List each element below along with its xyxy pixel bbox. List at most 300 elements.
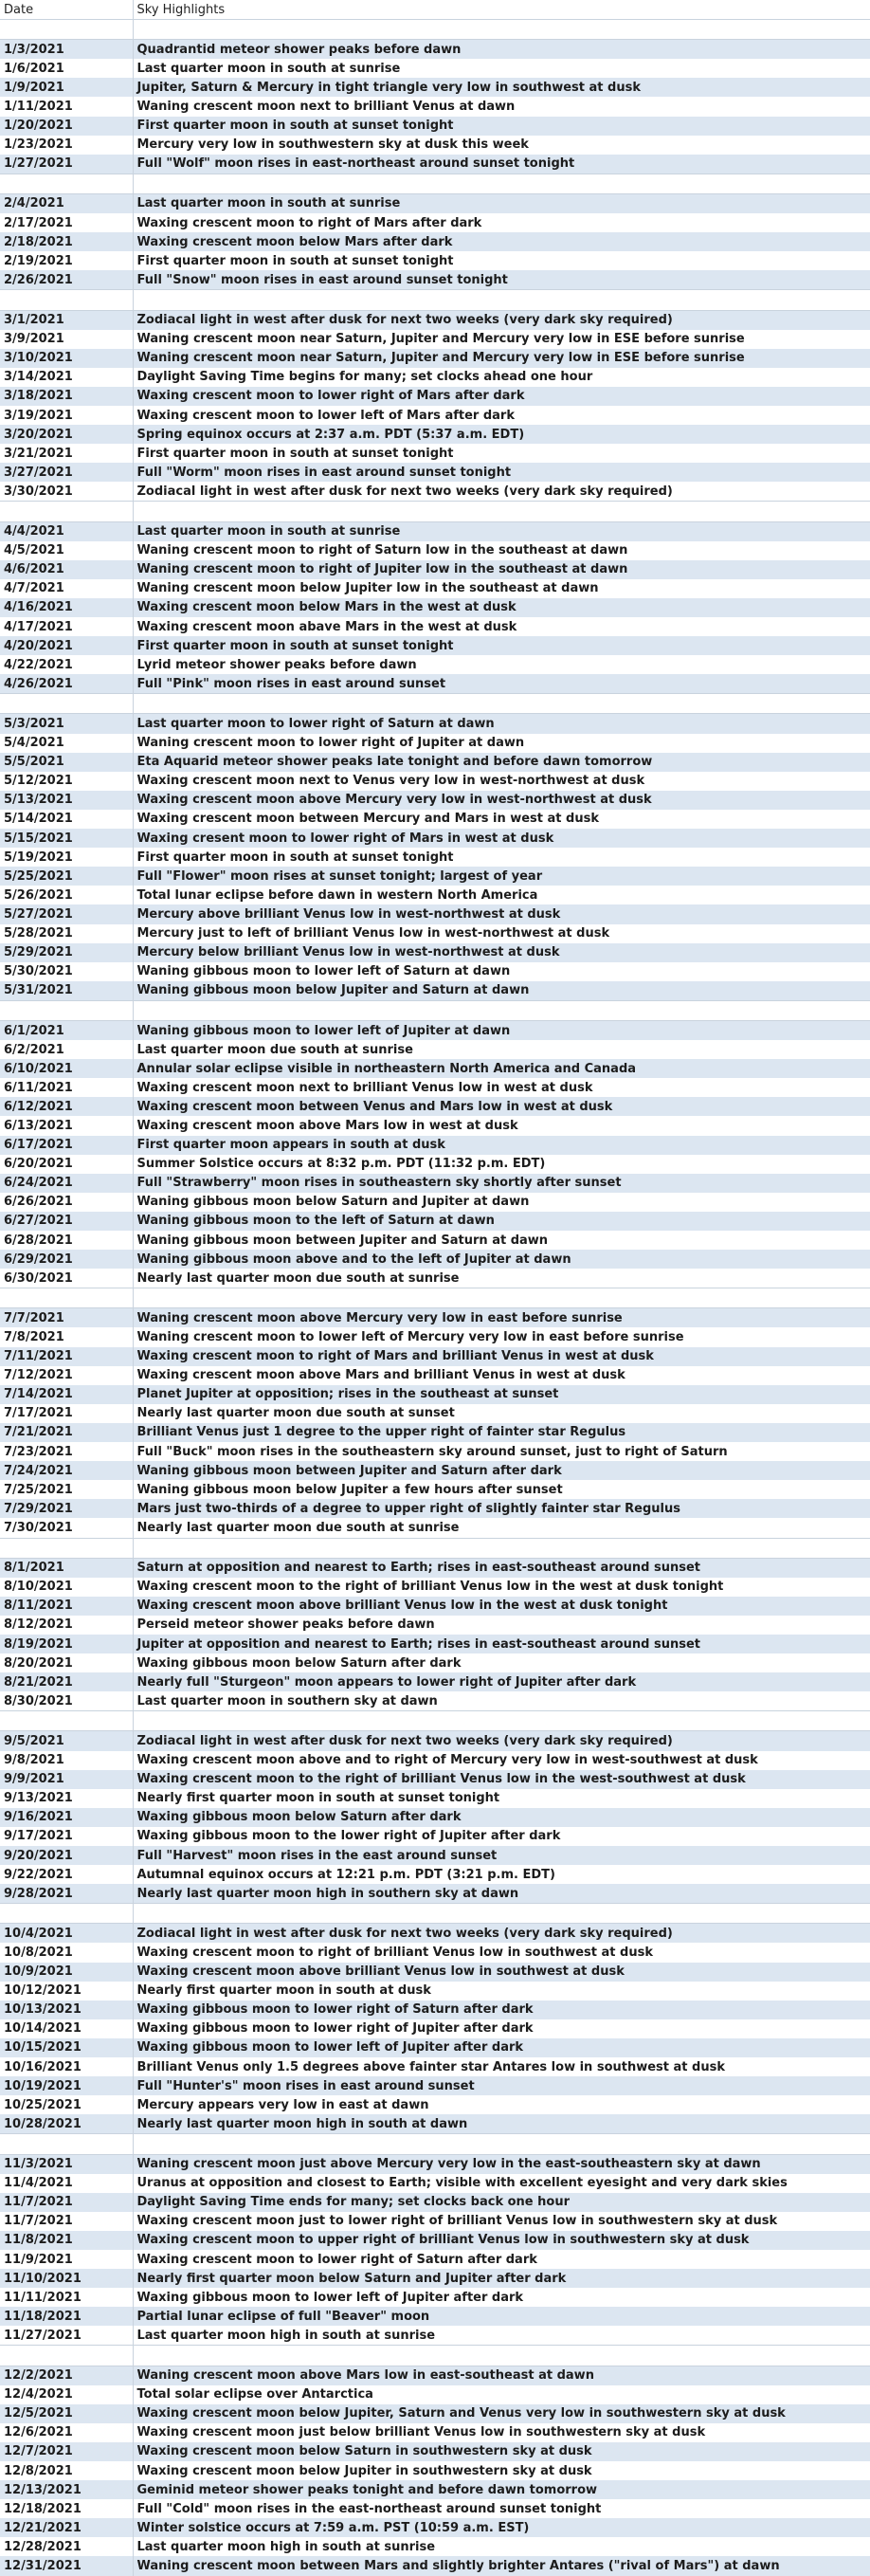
event-date-cell[interactable]: 7/30/2021 xyxy=(0,1518,133,1538)
event-date-cell[interactable]: 10/9/2021 xyxy=(0,1963,133,1982)
event-row xyxy=(0,1672,870,1691)
event-description-cell[interactable]: Waning gibbous moon below Jupiter and Saturn at dawn xyxy=(133,981,870,1001)
event-description-cell[interactable]: Full "Worm" moon rises in east around sunset tonight xyxy=(133,463,870,482)
event-description-cell[interactable]: Waxing crescent moon above Mars and brilliant Venus in west at dusk xyxy=(133,1366,870,1385)
event-date-cell[interactable]: 11/8/2021 xyxy=(0,2231,133,2250)
event-description-cell[interactable]: Waxing gibbous moon to lower right of Saturn after dark xyxy=(133,2001,870,2019)
event-description-cell[interactable]: Waning crescent moon next to brilliant Venus at dawn xyxy=(133,97,870,116)
event-date-cell[interactable]: 3/20/2021 xyxy=(0,425,133,444)
event-description-cell[interactable]: Quadrantid meteor shower peaks before dawn xyxy=(133,40,870,60)
event-row xyxy=(0,2038,870,2057)
event-description-cell[interactable]: Last quarter moon in south at sunrise xyxy=(133,521,870,541)
month-separator-row xyxy=(0,1288,870,1308)
event-row xyxy=(0,1827,870,1846)
empty-cell xyxy=(133,174,870,193)
event-date-cell[interactable]: 10/16/2021 xyxy=(0,2057,133,2076)
event-date-cell[interactable]: 12/18/2021 xyxy=(0,2499,133,2518)
event-date-cell[interactable]: 11/7/2021 xyxy=(0,2193,133,2212)
event-date-cell[interactable]: 6/1/2021 xyxy=(0,1020,133,1040)
event-date-cell[interactable]: 7/8/2021 xyxy=(0,1327,133,1346)
event-description-cell[interactable]: Waxing crescent moon to lower left of Mars after dark xyxy=(133,406,870,425)
event-row xyxy=(0,655,870,674)
event-description-cell[interactable]: Waxing crescent moon next to brilliant Venus low in west at dusk xyxy=(133,1078,870,1097)
event-description-cell[interactable]: Waxing crescent moon below Saturn in southwestern sky at dusk xyxy=(133,2442,870,2461)
event-date-cell[interactable]: 12/31/2021 xyxy=(0,2556,133,2575)
event-description-cell[interactable]: Mars just two-thirds of a degree to upper right of slightly fainter star Regulus xyxy=(133,1499,870,1518)
event-row xyxy=(0,2095,870,2114)
event-date-cell[interactable]: 4/6/2021 xyxy=(0,560,133,579)
event-date-cell[interactable]: 1/9/2021 xyxy=(0,78,133,97)
event-description-cell[interactable]: Zodiacal light in west after dusk for next two weeks (very dark sky required) xyxy=(133,310,870,330)
event-date-cell[interactable]: 1/27/2021 xyxy=(0,155,133,174)
event-row xyxy=(0,2442,870,2461)
event-description-cell[interactable]: Eta Aquarid meteor shower peaks late tonight and before dawn tomorrow xyxy=(133,753,870,772)
event-date-cell[interactable]: 4/20/2021 xyxy=(0,636,133,655)
event-date-cell[interactable]: 4/26/2021 xyxy=(0,674,133,694)
event-description-cell[interactable]: Full "Wolf" moon rises in east-northeast around sunset tonight xyxy=(133,155,870,174)
event-date-cell[interactable]: 10/19/2021 xyxy=(0,2076,133,2095)
event-date-cell[interactable]: 9/13/2021 xyxy=(0,1789,133,1808)
event-description-cell[interactable]: Nearly last quarter moon due south at sunrise xyxy=(133,1518,870,1538)
event-date-cell[interactable]: 6/17/2021 xyxy=(0,1136,133,1155)
event-description-cell[interactable]: Zodiacal light in west after dusk for next two weeks (very dark sky required) xyxy=(133,1731,870,1751)
event-date-cell[interactable]: 11/11/2021 xyxy=(0,2288,133,2307)
event-description-cell[interactable]: Autumnal equinox occurs at 12:21 p.m. PDT (3:21 p.m. EDT) xyxy=(133,1865,870,1884)
event-description-cell[interactable]: Full "Hunter's" moon rises in east around sunset xyxy=(133,2076,870,2095)
event-date-cell[interactable]: 6/10/2021 xyxy=(0,1059,133,1078)
event-description-cell[interactable]: Waxing crescent moon above Mercury very low in west-northwest at dusk xyxy=(133,791,870,810)
event-description-cell[interactable]: Nearly first quarter moon in south at sunset tonight xyxy=(133,1789,870,1808)
event-description-cell[interactable]: Waning gibbous moon between Jupiter and Saturn at dawn xyxy=(133,1231,870,1250)
empty-cell xyxy=(0,1904,133,1924)
event-date-cell[interactable]: 5/26/2021 xyxy=(0,886,133,904)
event-date-cell[interactable]: 5/13/2021 xyxy=(0,791,133,810)
event-description-cell[interactable]: First quarter moon in south at sunset tonight xyxy=(133,444,870,463)
event-description-cell[interactable]: Last quarter moon due south at sunrise xyxy=(133,1040,870,1059)
event-description-cell[interactable]: Spring equinox occurs at 2:37 a.m. PDT (5:37 a.m. EDT) xyxy=(133,425,870,444)
event-description-cell[interactable]: Mercury above brilliant Venus low in west-northwest at dusk xyxy=(133,904,870,923)
event-description-cell[interactable]: Waxing gibbous moon to lower left of Jupiter after dark xyxy=(133,2288,870,2307)
event-date-cell[interactable]: 8/12/2021 xyxy=(0,1616,133,1635)
event-description-cell[interactable]: Full "Cold" moon rises in the east-northeast around sunset tonight xyxy=(133,2499,870,2518)
event-description-cell[interactable]: Waxing crescent moon to right of Mars after dark xyxy=(133,213,870,232)
empty-cell xyxy=(0,290,133,310)
event-description-cell[interactable]: Full "Pink" moon rises in east around sunset xyxy=(133,674,870,694)
event-description-cell[interactable]: Brilliant Venus just 1 degree to the upper right of fainter star Regulus xyxy=(133,1423,870,1442)
event-description-cell[interactable]: Geminid meteor shower peaks tonight and before dawn tomorrow xyxy=(133,2480,870,2499)
empty-cell xyxy=(133,2134,870,2154)
event-date-cell[interactable]: 9/28/2021 xyxy=(0,1884,133,1904)
event-date-cell[interactable]: 10/4/2021 xyxy=(0,1924,133,1944)
event-description-cell[interactable]: Waxing crescent moon above Mars low in west at dusk xyxy=(133,1116,870,1135)
empty-cell xyxy=(0,1288,133,1308)
event-row xyxy=(0,1518,870,1538)
event-date-cell[interactable]: 4/16/2021 xyxy=(0,598,133,617)
event-date-cell[interactable]: 1/3/2021 xyxy=(0,40,133,60)
event-date-cell[interactable]: 12/4/2021 xyxy=(0,2385,133,2404)
event-date-cell[interactable]: 9/8/2021 xyxy=(0,1751,133,1770)
event-description-cell[interactable]: Nearly last quarter moon due south at sunset xyxy=(133,1404,870,1423)
event-description-cell[interactable]: Waxing crescent moon to upper right of brilliant Venus low in southwestern sky at dusk xyxy=(133,2231,870,2250)
event-description-cell[interactable]: Full "Flower" moon rises at sunset tonight; largest of year xyxy=(133,867,870,886)
event-row xyxy=(0,1231,870,1250)
event-row xyxy=(0,349,870,368)
event-date-cell[interactable]: 6/29/2021 xyxy=(0,1250,133,1269)
empty-cell xyxy=(133,290,870,310)
event-description-cell[interactable]: Last quarter moon high in south at sunrise xyxy=(133,2326,870,2346)
event-description-cell[interactable]: Waxing crescent moon below Jupiter, Saturn and Venus very low in southwestern sky at dusk xyxy=(133,2404,870,2423)
event-description-cell[interactable]: Nearly last quarter moon high in south at dawn xyxy=(133,2114,870,2134)
event-date-cell[interactable]: 5/5/2021 xyxy=(0,753,133,772)
event-date-cell[interactable]: 4/7/2021 xyxy=(0,579,133,598)
event-date-cell[interactable]: 12/8/2021 xyxy=(0,2461,133,2480)
event-description-cell[interactable]: Waxing crescent moon between Venus and Mars low in west at dusk xyxy=(133,1097,870,1116)
event-date-cell[interactable]: 2/17/2021 xyxy=(0,213,133,232)
event-description-cell[interactable]: Last quarter moon to lower right of Saturn at dawn xyxy=(133,714,870,734)
event-row xyxy=(0,1040,870,1059)
event-description-cell[interactable]: Waxing cresent moon to lower right of Mars in west at dusk xyxy=(133,829,870,848)
event-row xyxy=(0,193,870,213)
event-date-cell[interactable]: 1/20/2021 xyxy=(0,117,133,136)
event-row xyxy=(0,1385,870,1404)
event-date-cell[interactable]: 12/2/2021 xyxy=(0,2366,133,2385)
event-date-cell[interactable]: 1/11/2021 xyxy=(0,97,133,116)
event-description-cell[interactable]: Nearly full "Sturgeon" moon appears to lower right of Jupiter after dark xyxy=(133,1672,870,1691)
event-date-cell[interactable]: 9/5/2021 xyxy=(0,1731,133,1751)
event-date-cell[interactable]: 5/3/2021 xyxy=(0,714,133,734)
event-description-cell[interactable]: Last quarter moon in south at sunrise xyxy=(133,59,870,78)
event-description-cell[interactable]: Waxing crescent moon below Mars in the west at dusk xyxy=(133,598,870,617)
event-description-cell[interactable]: Full "Strawberry" moon rises in southeastern sky shortly after sunset xyxy=(133,1174,870,1193)
empty-cell xyxy=(0,694,133,714)
event-date-cell[interactable]: 7/21/2021 xyxy=(0,1423,133,1442)
event-description-cell[interactable]: Nearly first quarter moon below Saturn and Jupiter after dark xyxy=(133,2269,870,2288)
event-date-cell[interactable]: 5/19/2021 xyxy=(0,848,133,867)
event-description-cell[interactable]: Waning crescent moon below Jupiter low in the southeast at dawn xyxy=(133,579,870,598)
event-date-cell[interactable]: 6/24/2021 xyxy=(0,1174,133,1193)
event-description-cell[interactable]: First quarter moon in south at sunset tonight xyxy=(133,251,870,270)
event-description-cell[interactable]: Waning gibbous moon below Saturn and Jupiter at dawn xyxy=(133,1193,870,1212)
event-date-cell[interactable]: 10/12/2021 xyxy=(0,1982,133,2001)
event-date-cell[interactable]: 10/25/2021 xyxy=(0,2095,133,2114)
event-date-cell[interactable]: 6/28/2021 xyxy=(0,1231,133,1250)
event-description-cell[interactable]: Waning crescent moon to right of Jupiter low in the southeast at dawn xyxy=(133,560,870,579)
event-row xyxy=(0,2288,870,2307)
event-description-cell[interactable]: Zodiacal light in west after dusk for next two weeks (very dark sky required) xyxy=(133,1924,870,1944)
month-separator-row xyxy=(0,2134,870,2154)
event-date-cell[interactable]: 3/10/2021 xyxy=(0,349,133,368)
month-separator-row xyxy=(0,1000,870,1020)
event-row xyxy=(0,2537,870,2556)
event-date-cell[interactable]: 10/14/2021 xyxy=(0,2019,133,2038)
event-description-cell[interactable]: First quarter moon in south at sunset tonight xyxy=(133,117,870,136)
event-description-cell[interactable]: Annular solar eclipse visible in northeastern North America and Canada xyxy=(133,1059,870,1078)
event-date-cell[interactable]: 5/27/2021 xyxy=(0,904,133,923)
event-date-cell[interactable]: 9/9/2021 xyxy=(0,1770,133,1789)
event-description-cell[interactable]: Jupiter at opposition and nearest to Earth; rises in east-southeast around sunset xyxy=(133,1635,870,1653)
event-row xyxy=(0,1461,870,1480)
event-description-cell[interactable]: Daylight Saving Time ends for many; set clocks back one hour xyxy=(133,2193,870,2212)
event-row xyxy=(0,1770,870,1789)
event-description-cell[interactable]: Mercury appears very low in east at dawn xyxy=(133,2095,870,2114)
event-description-cell[interactable]: Waning crescent moon near Saturn, Jupiter and Mercury very low in ESE before sunrise xyxy=(133,349,870,368)
event-description-cell[interactable]: Waning crescent moon just above Mercury very low in the east-southeastern sky at dawn xyxy=(133,2154,870,2174)
event-description-cell[interactable]: Mercury below brilliant Venus low in west-northwest at dusk xyxy=(133,943,870,962)
event-row xyxy=(0,1116,870,1135)
event-description-cell[interactable]: Nearly first quarter moon in south at dusk xyxy=(133,1982,870,2001)
event-description-cell[interactable]: Lyrid meteor shower peaks before dawn xyxy=(133,655,870,674)
event-description-cell[interactable]: Mercury just to left of brilliant Venus low in west-northwest at dusk xyxy=(133,924,870,943)
event-date-cell[interactable]: 10/13/2021 xyxy=(0,2001,133,2019)
month-separator-row xyxy=(0,2346,870,2366)
event-date-cell[interactable]: 8/11/2021 xyxy=(0,1597,133,1616)
event-date-cell[interactable]: 11/3/2021 xyxy=(0,2154,133,2174)
event-date-cell[interactable]: 8/1/2021 xyxy=(0,1558,133,1578)
event-date-cell[interactable]: 6/13/2021 xyxy=(0,1116,133,1135)
event-date-cell[interactable]: 4/4/2021 xyxy=(0,521,133,541)
event-description-cell[interactable]: Waxing crescent moon below Mars after dark xyxy=(133,232,870,251)
event-row xyxy=(0,1480,870,1499)
event-date-cell[interactable]: 7/25/2021 xyxy=(0,1480,133,1499)
event-date-cell[interactable]: 6/26/2021 xyxy=(0,1193,133,1212)
event-date-cell[interactable]: 2/4/2021 xyxy=(0,193,133,213)
event-row xyxy=(0,2366,870,2385)
event-date-cell[interactable]: 12/6/2021 xyxy=(0,2423,133,2442)
event-description-cell[interactable]: Waning crescent moon to lower right of Jupiter at dawn xyxy=(133,734,870,753)
event-description-cell[interactable]: Waning crescent moon between Mars and slightly brighter Antares ("rival of Mars") at dawn xyxy=(133,2556,870,2575)
event-date-cell[interactable]: 9/17/2021 xyxy=(0,1827,133,1846)
event-date-cell[interactable]: 1/23/2021 xyxy=(0,136,133,155)
event-description-cell[interactable]: Waning gibbous moon above and to the left of Jupiter at dawn xyxy=(133,1250,870,1269)
event-row xyxy=(0,674,870,694)
event-description-cell[interactable]: Waxing crescent moon below Jupiter in southwestern sky at dusk xyxy=(133,2461,870,2480)
event-description-cell[interactable]: Waxing crescent moon to lower right of Saturn after dark xyxy=(133,2250,870,2269)
event-row xyxy=(0,1731,870,1751)
event-date-cell[interactable]: 7/29/2021 xyxy=(0,1499,133,1518)
event-date-cell[interactable]: 12/7/2021 xyxy=(0,2442,133,2461)
event-date-cell[interactable]: 4/5/2021 xyxy=(0,541,133,560)
event-description-cell[interactable]: Waning gibbous moon to lower left of Jupiter at dawn xyxy=(133,1020,870,1040)
event-row xyxy=(0,2212,870,2231)
event-description-cell[interactable]: Waning gibbous moon between Jupiter and Saturn after dark xyxy=(133,1461,870,1480)
event-description-cell[interactable]: Waxing crescent moon to the right of brilliant Venus low in the west at dusk tonight xyxy=(133,1578,870,1597)
event-date-cell[interactable]: 2/26/2021 xyxy=(0,270,133,290)
event-row xyxy=(0,1366,870,1385)
event-date-cell[interactable]: 11/7/2021 xyxy=(0,2212,133,2231)
event-date-cell[interactable]: 6/20/2021 xyxy=(0,1155,133,1174)
empty-cell xyxy=(133,694,870,714)
event-date-cell[interactable]: 9/20/2021 xyxy=(0,1846,133,1865)
event-row xyxy=(0,2499,870,2518)
event-description-cell[interactable]: Waxing crescent moon between Mercury and Mars in west at dusk xyxy=(133,810,870,829)
event-description-cell[interactable]: Mercury very low in southwestern sky at dusk this week xyxy=(133,136,870,155)
event-date-cell[interactable]: 5/15/2021 xyxy=(0,829,133,848)
event-date-cell[interactable]: 10/8/2021 xyxy=(0,1943,133,1962)
event-date-cell[interactable]: 2/19/2021 xyxy=(0,251,133,270)
event-description-cell[interactable]: Waxing crescent moon to lower right of Mars after dark xyxy=(133,387,870,406)
event-row xyxy=(0,810,870,829)
event-date-cell[interactable]: 8/10/2021 xyxy=(0,1578,133,1597)
event-date-cell[interactable]: 8/30/2021 xyxy=(0,1691,133,1711)
event-description-cell[interactable]: Waning crescent moon to right of Saturn low in the southeast at dawn xyxy=(133,541,870,560)
event-date-cell[interactable]: 3/14/2021 xyxy=(0,368,133,387)
event-row xyxy=(0,734,870,753)
event-row xyxy=(0,2461,870,2480)
event-date-cell[interactable]: 3/27/2021 xyxy=(0,463,133,482)
event-row xyxy=(0,1635,870,1653)
event-description-cell[interactable]: First quarter moon appears in south at dusk xyxy=(133,1136,870,1155)
event-description-cell[interactable]: Full "Buck" moon rises in the southeastern sky around sunset, just to right of Saturn xyxy=(133,1442,870,1461)
event-description-cell[interactable]: Total solar eclipse over Antarctica xyxy=(133,2385,870,2404)
event-date-cell[interactable]: 12/28/2021 xyxy=(0,2537,133,2556)
event-row xyxy=(0,867,870,886)
event-description-cell[interactable]: Full "Harvest" moon rises in the east around sunset xyxy=(133,1846,870,1865)
event-date-cell[interactable]: 5/12/2021 xyxy=(0,772,133,791)
event-description-cell[interactable]: Nearly last quarter moon due south at sunrise xyxy=(133,1269,870,1288)
event-description-cell[interactable]: Brilliant Venus only 1.5 degrees above fainter star Antares low in southwest at dusk xyxy=(133,2057,870,2076)
event-date-cell[interactable]: 10/15/2021 xyxy=(0,2038,133,2057)
event-description-cell[interactable]: Waning gibbous moon below Jupiter a few hours after sunset xyxy=(133,1480,870,1499)
event-description-cell[interactable]: Waxing gibbous moon below Saturn after dark xyxy=(133,1653,870,1672)
event-date-cell[interactable]: 3/1/2021 xyxy=(0,310,133,330)
event-date-cell[interactable]: 12/5/2021 xyxy=(0,2404,133,2423)
event-description-cell[interactable]: Waxing crescent moon to the right of brilliant Venus low in the west-southwest at dusk xyxy=(133,1770,870,1789)
event-description-cell[interactable]: Waxing gibbous moon below Saturn after dark xyxy=(133,1808,870,1827)
event-description-cell[interactable]: Winter solstice occurs at 7:59 a.m. PST (10:59 a.m. EST) xyxy=(133,2518,870,2537)
event-description-cell[interactable]: Waning gibbous moon to lower left of Saturn at dawn xyxy=(133,962,870,981)
event-row xyxy=(0,2231,870,2250)
event-date-cell[interactable]: 3/9/2021 xyxy=(0,330,133,349)
event-date-cell[interactable]: 3/21/2021 xyxy=(0,444,133,463)
event-date-cell[interactable]: 7/17/2021 xyxy=(0,1404,133,1423)
month-separator-row xyxy=(0,694,870,714)
event-description-cell[interactable]: Planet Jupiter at opposition; rises in the southeast at sunset xyxy=(133,1385,870,1404)
event-date-cell[interactable]: 11/27/2021 xyxy=(0,2326,133,2346)
event-description-cell[interactable]: Waxing crescent moon above brilliant Venus low in southwest at dusk xyxy=(133,1963,870,1982)
event-description-cell[interactable]: Waxing crescent moon next to Venus very low in west-northwest at dusk xyxy=(133,772,870,791)
event-date-cell[interactable]: 5/28/2021 xyxy=(0,924,133,943)
event-date-cell[interactable]: 8/19/2021 xyxy=(0,1635,133,1653)
event-description-cell[interactable]: Waxing crescent moon just below brilliant Venus low in southwestern sky at dusk xyxy=(133,2423,870,2442)
event-date-cell[interactable]: 5/29/2021 xyxy=(0,943,133,962)
event-description-cell[interactable]: Last quarter moon high in south at sunrise xyxy=(133,2537,870,2556)
event-date-cell[interactable]: 6/2/2021 xyxy=(0,1040,133,1059)
event-date-cell[interactable]: 7/7/2021 xyxy=(0,1308,133,1328)
event-description-cell[interactable]: Waxing gibbous moon to the lower right of Jupiter after dark xyxy=(133,1827,870,1846)
event-date-cell[interactable]: 11/10/2021 xyxy=(0,2269,133,2288)
event-date-cell[interactable]: 11/18/2021 xyxy=(0,2307,133,2326)
event-date-cell[interactable]: 4/22/2021 xyxy=(0,655,133,674)
event-date-cell[interactable]: 3/18/2021 xyxy=(0,387,133,406)
event-description-cell[interactable]: Partial lunar eclipse of full "Beaver" moon xyxy=(133,2307,870,2326)
event-date-cell[interactable]: 7/24/2021 xyxy=(0,1461,133,1480)
event-description-cell[interactable]: Last quarter moon in southern sky at dawn xyxy=(133,1691,870,1711)
event-description-cell[interactable]: Nearly last quarter moon high in southern sky at dawn xyxy=(133,1884,870,1904)
event-date-cell[interactable]: 6/11/2021 xyxy=(0,1078,133,1097)
event-description-cell[interactable]: First quarter moon in south at sunset tonight xyxy=(133,636,870,655)
event-description-cell[interactable]: Waxing gibbous moon to lower right of Jupiter after dark xyxy=(133,2019,870,2038)
event-date-cell[interactable]: 5/30/2021 xyxy=(0,962,133,981)
event-row xyxy=(0,2404,870,2423)
event-description-cell[interactable]: Waxing gibbous moon to lower left of Jupiter after dark xyxy=(133,2038,870,2057)
event-date-cell[interactable]: 12/13/2021 xyxy=(0,2480,133,2499)
event-description-cell[interactable]: Daylight Saving Time begins for many; set clocks ahead one hour xyxy=(133,368,870,387)
event-date-cell[interactable]: 5/14/2021 xyxy=(0,810,133,829)
event-description-cell[interactable]: Summer Solstice occurs at 8:32 p.m. PDT (11:32 p.m. EDT) xyxy=(133,1155,870,1174)
event-date-cell[interactable]: 11/4/2021 xyxy=(0,2174,133,2193)
event-description-cell[interactable]: Perseid meteor shower peaks before dawn xyxy=(133,1616,870,1635)
event-row xyxy=(0,2385,870,2404)
event-description-cell[interactable]: Jupiter, Saturn & Mercury in tight triangle very low in southwest at dusk xyxy=(133,78,870,97)
event-description-cell[interactable]: First quarter moon in south at sunset tonight xyxy=(133,848,870,867)
event-row xyxy=(0,962,870,981)
event-description-cell[interactable]: Waxing crescent moon to right of Mars and brilliant Venus in west at dusk xyxy=(133,1347,870,1366)
sky-highlights-column-header[interactable]: Sky Highlights xyxy=(133,0,870,20)
event-description-cell[interactable]: Waxing crescent moon above and to right of Mercury very low in west-southwest at dusk xyxy=(133,1751,870,1770)
event-date-cell[interactable]: 6/12/2021 xyxy=(0,1097,133,1116)
event-description-cell[interactable]: Uranus at opposition and closest to Earth; visible with excellent eyesight and very dark skies xyxy=(133,2174,870,2193)
event-row xyxy=(0,886,870,904)
event-date-cell[interactable]: 2/18/2021 xyxy=(0,232,133,251)
event-date-cell[interactable]: 3/19/2021 xyxy=(0,406,133,425)
event-date-cell[interactable]: 6/27/2021 xyxy=(0,1212,133,1231)
event-date-cell[interactable]: 1/6/2021 xyxy=(0,59,133,78)
event-date-cell[interactable]: 8/21/2021 xyxy=(0,1672,133,1691)
event-row xyxy=(0,2250,870,2269)
event-date-cell[interactable]: 11/9/2021 xyxy=(0,2250,133,2269)
event-date-cell[interactable]: 5/25/2021 xyxy=(0,867,133,886)
event-description-cell[interactable]: Last quarter moon in south at sunrise xyxy=(133,193,870,213)
event-row xyxy=(0,1136,870,1155)
empty-cell xyxy=(133,20,870,40)
event-date-cell[interactable]: 7/12/2021 xyxy=(0,1366,133,1385)
event-description-cell[interactable]: Waxing crescent moon above brilliant Venus low in the west at dusk tonight xyxy=(133,1597,870,1616)
event-description-cell[interactable]: Waning crescent moon to lower left of Mercury very low in east before sunrise xyxy=(133,1327,870,1346)
event-date-cell[interactable]: 5/31/2021 xyxy=(0,981,133,1001)
event-date-cell[interactable]: 7/11/2021 xyxy=(0,1347,133,1366)
event-description-cell[interactable]: Waxing crescent moon abave Mars in the west at dusk xyxy=(133,617,870,636)
event-row xyxy=(0,2057,870,2076)
event-description-cell[interactable]: Waning gibbous moon to the left of Saturn at dawn xyxy=(133,1212,870,1231)
event-row xyxy=(0,387,870,406)
event-date-cell[interactable]: 9/22/2021 xyxy=(0,1865,133,1884)
event-date-cell[interactable]: 5/4/2021 xyxy=(0,734,133,753)
event-row xyxy=(0,270,870,290)
event-description-cell[interactable]: Waxing crescent moon just to lower right of brilliant Venus low in southwestern sky at dusk xyxy=(133,2212,870,2231)
event-date-cell[interactable]: 7/23/2021 xyxy=(0,1442,133,1461)
event-date-cell[interactable]: 4/17/2021 xyxy=(0,617,133,636)
event-description-cell[interactable]: Total lunar eclipse before dawn in western North America xyxy=(133,886,870,904)
event-date-cell[interactable]: 3/30/2021 xyxy=(0,482,133,502)
event-description-cell[interactable]: Full "Snow" moon rises in east around sunset tonight xyxy=(133,270,870,290)
event-description-cell[interactable]: Waning crescent moon near Saturn, Jupiter and Mercury very low in ESE before sunrise xyxy=(133,330,870,349)
event-description-cell[interactable]: Waning crescent moon above Mercury very low in east before sunrise xyxy=(133,1308,870,1328)
event-description-cell[interactable]: Waning crescent moon above Mars low in east-southeast at dawn xyxy=(133,2366,870,2385)
empty-cell xyxy=(0,2346,133,2366)
event-row xyxy=(0,981,870,1001)
event-date-cell[interactable]: 7/14/2021 xyxy=(0,1385,133,1404)
event-description-cell[interactable]: Zodiacal light in west after dusk for next two weeks (very dark sky required) xyxy=(133,482,870,502)
event-date-cell[interactable]: 9/16/2021 xyxy=(0,1808,133,1827)
event-date-cell[interactable]: 12/21/2021 xyxy=(0,2518,133,2537)
event-date-cell[interactable]: 10/28/2021 xyxy=(0,2114,133,2134)
empty-cell xyxy=(0,2134,133,2154)
event-description-cell[interactable]: Waxing crescent moon to right of brilliant Venus low in southwest at dusk xyxy=(133,1943,870,1962)
event-date-cell[interactable]: 8/20/2021 xyxy=(0,1653,133,1672)
event-date-cell[interactable]: 6/30/2021 xyxy=(0,1269,133,1288)
date-column-header[interactable]: Date xyxy=(0,0,133,20)
event-description-cell[interactable]: Saturn at opposition and nearest to Earth; rises in east-southeast around sunset xyxy=(133,1558,870,1578)
